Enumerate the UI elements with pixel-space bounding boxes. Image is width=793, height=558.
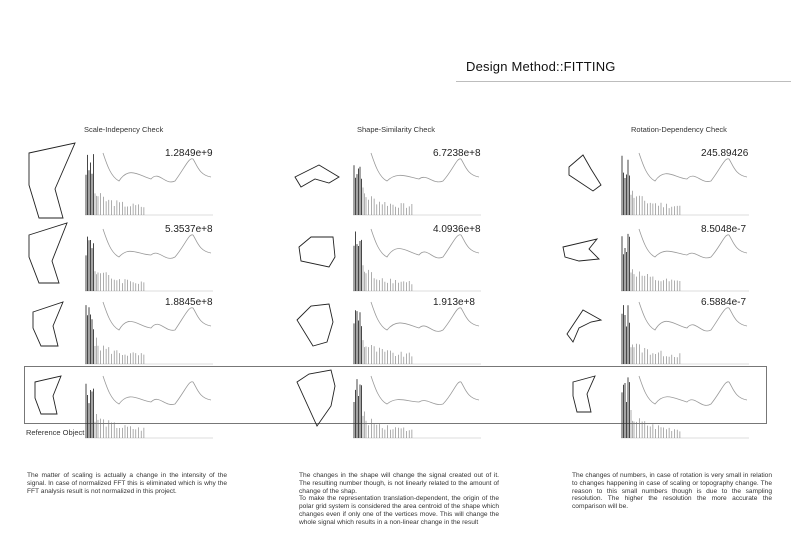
- scale-check-row-1: [25, 145, 225, 217]
- similarity-shape-2: [293, 221, 348, 293]
- scale-result-value-2: 5.3537e+8: [165, 224, 213, 235]
- fft-signal-chart: [353, 368, 483, 440]
- rotation-result-value-2: 8.5048e-7: [701, 224, 747, 235]
- fft-signal-chart: [621, 368, 751, 440]
- scale-reference-shape: [25, 368, 80, 440]
- reference-object-label: Reference Object: [26, 428, 85, 437]
- scale-check-row-2: [25, 221, 225, 293]
- similarity-reference-shape: [293, 368, 348, 440]
- scale-result-value-3: 1.8845e+8: [165, 297, 213, 308]
- shape-reference-row: [293, 368, 493, 440]
- fft-signal-chart: [85, 368, 215, 440]
- title-divider: [456, 81, 791, 82]
- shape-result-value-2: 4.0936e+8: [433, 224, 481, 235]
- scale-shape-1: [25, 145, 80, 217]
- shape-check-row-2: [293, 221, 493, 293]
- shape-explanation-text: The changes in the shape will change the signal created out of it. The resulting number though, is not linearly related to the amount of change of the shap. To make the representation translation-dependent, the origin of the polar grid system is considered the area centroid of the shape which changes even if only one of the vertices move. This will change the whole signal which results in a non-linear change in the result: [299, 472, 499, 526]
- similarity-shape-3: [293, 294, 348, 366]
- rotation-result-value-1: 245.89426: [701, 148, 749, 159]
- rotation-shape-1: [561, 145, 616, 217]
- rotation-reference-row: [561, 368, 761, 440]
- rotation-check-row-3: [561, 294, 761, 366]
- shape-check-row-3: [293, 294, 493, 366]
- rotation-check-row-1: [561, 145, 761, 217]
- scale-shape-3: [25, 294, 80, 366]
- rotation-column-heading: Rotation-Dependency Check: [631, 125, 727, 134]
- rotation-shape-2: [561, 221, 616, 293]
- scale-check-row-3: [25, 294, 225, 366]
- page-title: Design Method::FITTING: [466, 59, 616, 74]
- shape-result-value-3: 1.913e+8: [433, 297, 475, 308]
- rotation-result-value-3: 6.5884e-7: [701, 297, 747, 308]
- scale-reference-row: [25, 368, 225, 440]
- scale-shape-2: [25, 221, 80, 293]
- rotation-explanation-text: The changes of numbers, in case of rotation is very small in relation to changes happening in case of scaling or topography change. The reason to this small numbers though is due to the sampling resolution. The higher the resolution the more accurate the comparison will be.: [572, 472, 772, 511]
- similarity-shape-1: [293, 145, 348, 217]
- scale-column-heading: Scale-Indepency Check: [84, 125, 164, 134]
- shape-column-heading: Shape-Similarity Check: [357, 125, 435, 134]
- shape-check-row-1: [293, 145, 493, 217]
- rotation-reference-shape: [561, 368, 616, 440]
- scale-explanation-text: The matter of scaling is actually a change in the intensity of the signal. In case of normalized FFT this is eliminated which is why the FFT analysis result is not normalized in this project.: [27, 472, 227, 495]
- rotation-shape-3: [561, 294, 616, 366]
- shape-result-value-1: 6.7238e+8: [433, 148, 481, 159]
- rotation-check-row-2: [561, 221, 761, 293]
- scale-result-value-1: 1.2849e+9: [165, 148, 213, 159]
